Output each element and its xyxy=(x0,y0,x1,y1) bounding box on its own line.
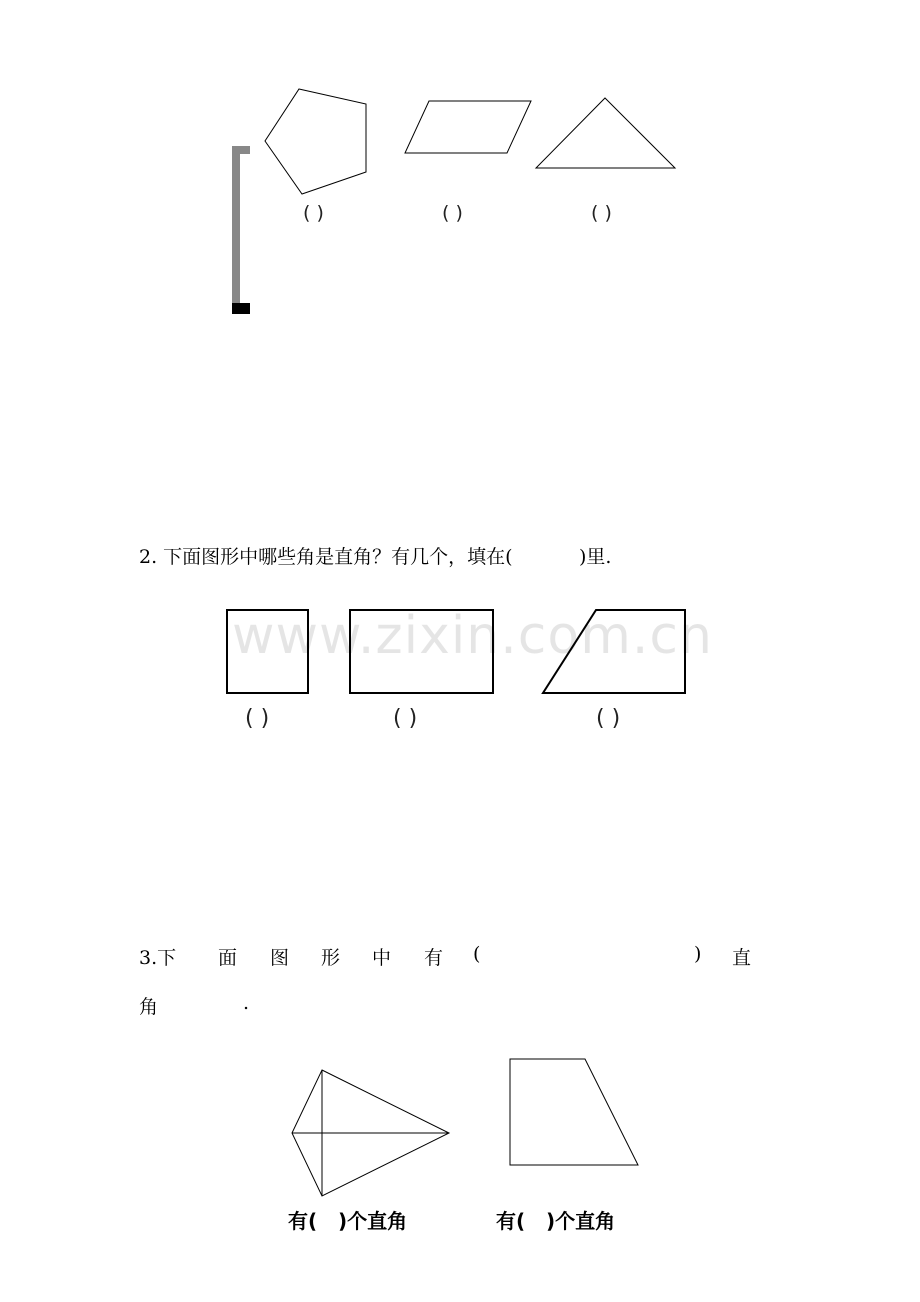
trapezoid-caption: 有( )个直角 xyxy=(496,1209,616,1233)
trapezoid-shape xyxy=(508,1057,642,1169)
right-trapezoid-shape xyxy=(542,609,688,695)
square-answer: ( ) xyxy=(245,706,270,731)
parallelogram-answer: ( ) xyxy=(442,202,463,224)
watermark: www.zixin.com.cn xyxy=(232,606,713,666)
parallelogram-shape xyxy=(404,100,534,156)
bracket-marker xyxy=(232,146,250,314)
pentagon-shape xyxy=(262,86,372,198)
trapezoid-answer: ( ) xyxy=(596,706,621,731)
kite-caption: 有( )个直角 xyxy=(288,1209,408,1233)
question-3-line2: 角 xyxy=(139,996,159,1018)
pentagon-answer: ( ) xyxy=(303,202,324,224)
rectangle-shape xyxy=(349,609,495,695)
question-3-period: . xyxy=(243,992,250,1014)
kite-shape xyxy=(288,1066,454,1200)
triangle-answer: ( ) xyxy=(591,202,612,224)
square-shape xyxy=(226,609,310,695)
triangle-shape xyxy=(534,96,678,172)
rectangle-answer: ( ) xyxy=(393,706,418,731)
question-2-text: 2. 下面图形中哪些角是直角？有几个，填在( )里. xyxy=(139,546,612,568)
